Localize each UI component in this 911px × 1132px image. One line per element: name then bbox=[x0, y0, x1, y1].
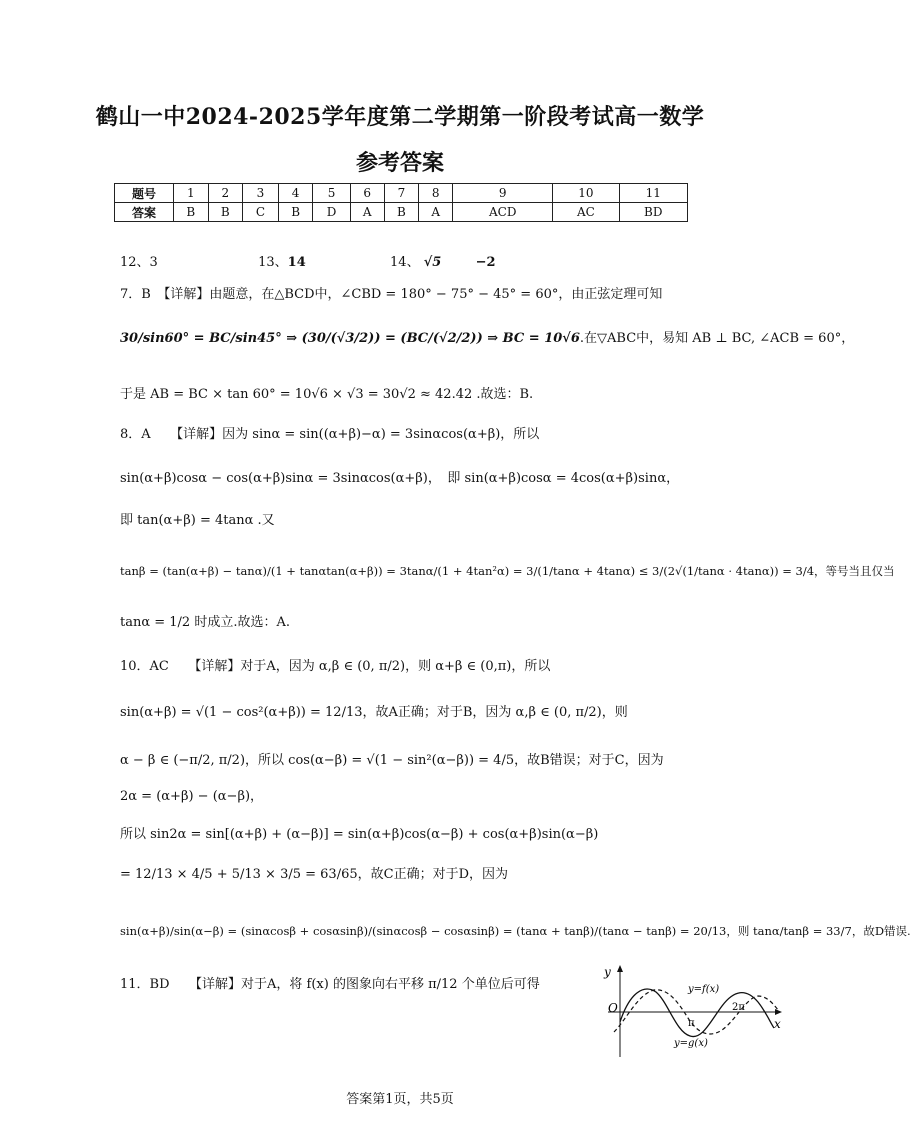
answer-cell: B bbox=[174, 203, 209, 222]
q10-line-1: 10．AC 【详解】对于A，因为 α,β ∈ (0, π/2)，则 α+β ∈ (0,π)，所以 bbox=[120, 659, 551, 674]
table-row bbox=[115, 203, 688, 222]
question-number: 4 bbox=[278, 184, 313, 203]
y-label: y bbox=[604, 965, 611, 979]
q11-line-1: 11．BD 【详解】对于A，将 f(x) 的图象向右平移 π/12 个单位后可得 bbox=[120, 977, 540, 992]
q7-line-3: 于是 AB = BC × tan 60° = 10√6 × √3 = 30√2 ≈ 42.42 .故选：B. bbox=[120, 387, 534, 402]
q8-line-1: 8．A 【详解】因为 sinα = sin((α+β)−α) = 3sinαcos(α+β)，所以 bbox=[120, 427, 540, 442]
f-label: y=f(x) bbox=[688, 984, 720, 995]
answer-table bbox=[114, 183, 688, 222]
question-number: 5 bbox=[313, 184, 350, 203]
q8-line-4: tanβ = (tan(α+β) − tanα)/(1 + tanαtan(α+β)) = 3tanα/(1 + 4tan²α) = 3/(1/tanα + 4tanα) ≤ 3/(2√(1/tanα · 4tanα)) = 3/4，等号当且仅当 bbox=[120, 564, 895, 578]
q7-line-2 bbox=[120, 330, 854, 348]
page-subtitle: 参考答案 bbox=[355, 150, 444, 176]
q14-answer-1: √5 bbox=[423, 255, 442, 270]
q10-line-6: = 12/13 × 4/5 + 5/13 × 3/5 = 63/65，故C正确；对于D，因为 bbox=[120, 867, 508, 882]
q14-answer-2: −2 bbox=[475, 255, 496, 270]
question-number: 3 bbox=[243, 184, 279, 203]
q12-answer: 12、3 bbox=[120, 255, 158, 270]
answer-cell: B bbox=[278, 203, 313, 222]
q10-line-7: sin(α+β)/sin(α−β) = (sinαcosβ + cosαsinβ)/(sinαcosβ − cosαsinβ) = (tanα + tanβ)/(tanα − tanβ) = 20/13，则 tanα/tanβ = 33/7，故D错误. bbox=[120, 924, 911, 938]
question-number: 9 bbox=[453, 184, 553, 203]
question-number: 11 bbox=[619, 184, 687, 203]
question-number: 7 bbox=[384, 184, 419, 203]
q10-line-4: 2α = (α+β) − (α−β)， bbox=[120, 789, 264, 804]
q14-label: 14、 bbox=[390, 255, 420, 270]
x-label: x bbox=[774, 1017, 781, 1031]
pi-label: π bbox=[688, 1018, 695, 1029]
two-pi-label: 2π bbox=[732, 1002, 745, 1013]
question-number: 8 bbox=[419, 184, 453, 203]
answer-cell: ACD bbox=[453, 203, 553, 222]
answer-cell: D bbox=[313, 203, 350, 222]
origin-label: O bbox=[608, 1001, 618, 1015]
q10-line-5: 所以 sin2α = sin[(α+β) + (α−β)] = sin(α+β)cos(α−β) + cos(α+β)sin(α−β) bbox=[120, 827, 599, 842]
page-footer: 答案第1页，共5页 bbox=[346, 1092, 454, 1107]
answer-cell: A bbox=[350, 203, 384, 222]
q10-line-3: α − β ∈ (−π/2, π/2)，所以 cos(α−β) = √(1 − sin²(α−β)) = 4/5，故B错误；对于C，因为 bbox=[120, 753, 664, 768]
question-number: 1 bbox=[174, 184, 209, 203]
answer-cell: BD bbox=[619, 203, 687, 222]
x-axis-arrow-icon bbox=[775, 1009, 782, 1015]
answer-cell: C bbox=[243, 203, 279, 222]
page-title: 鹤山一中2024-2025学年度第二学期第一阶段考试高一数学 bbox=[95, 104, 705, 130]
y-axis-arrow-icon bbox=[617, 965, 623, 972]
q8-line-3: 即 tan(α+β) = 4tanα .又 bbox=[120, 513, 275, 528]
q10-line-2: sin(α+β) = √(1 − cos²(α+β)) = 12/13，故A正确；对于B，因为 α,β ∈ (0, π/2)，则 bbox=[120, 705, 628, 720]
q13-label: 13、 bbox=[258, 255, 288, 270]
q7-equation: 30/sin60° = BC/sin45° ⇒ (30/(√3/2)) = (BC/(√2/2)) ⇒ BC = 10√6 bbox=[120, 331, 580, 346]
question-number: 6 bbox=[350, 184, 384, 203]
q8-line-5: tanα = 1/2 时成立.故选：A. bbox=[120, 615, 290, 630]
table-header-cell: 题号 bbox=[115, 184, 174, 203]
answer-cell: B bbox=[384, 203, 419, 222]
g-label: y=g(x) bbox=[674, 1038, 708, 1049]
table-header-cell: 答案 bbox=[115, 203, 174, 222]
question-number: 10 bbox=[553, 184, 619, 203]
q13-answer: 14 bbox=[287, 255, 306, 270]
fill-blank-answers bbox=[120, 254, 496, 272]
q7-line-1: 7．B 【详解】由题意，在△BCD中，∠CBD = 180° − 75° − 45° = 60°，由正弦定理可知 bbox=[120, 287, 663, 302]
answer-cell: A bbox=[419, 203, 453, 222]
table-row bbox=[115, 184, 688, 203]
question-number: 2 bbox=[208, 184, 243, 203]
function-graph bbox=[598, 962, 788, 1062]
q8-line-2: sin(α+β)cosα − cos(α+β)sinα = 3sinαcos(α+β)， 即 sin(α+β)cosα = 4cos(α+β)sinα， bbox=[120, 471, 680, 486]
q7-text: .在▽ABC中，易知 AB ⊥ BC, ∠ACB = 60°， bbox=[579, 331, 855, 346]
answer-cell: AC bbox=[553, 203, 619, 222]
answer-cell: B bbox=[208, 203, 243, 222]
